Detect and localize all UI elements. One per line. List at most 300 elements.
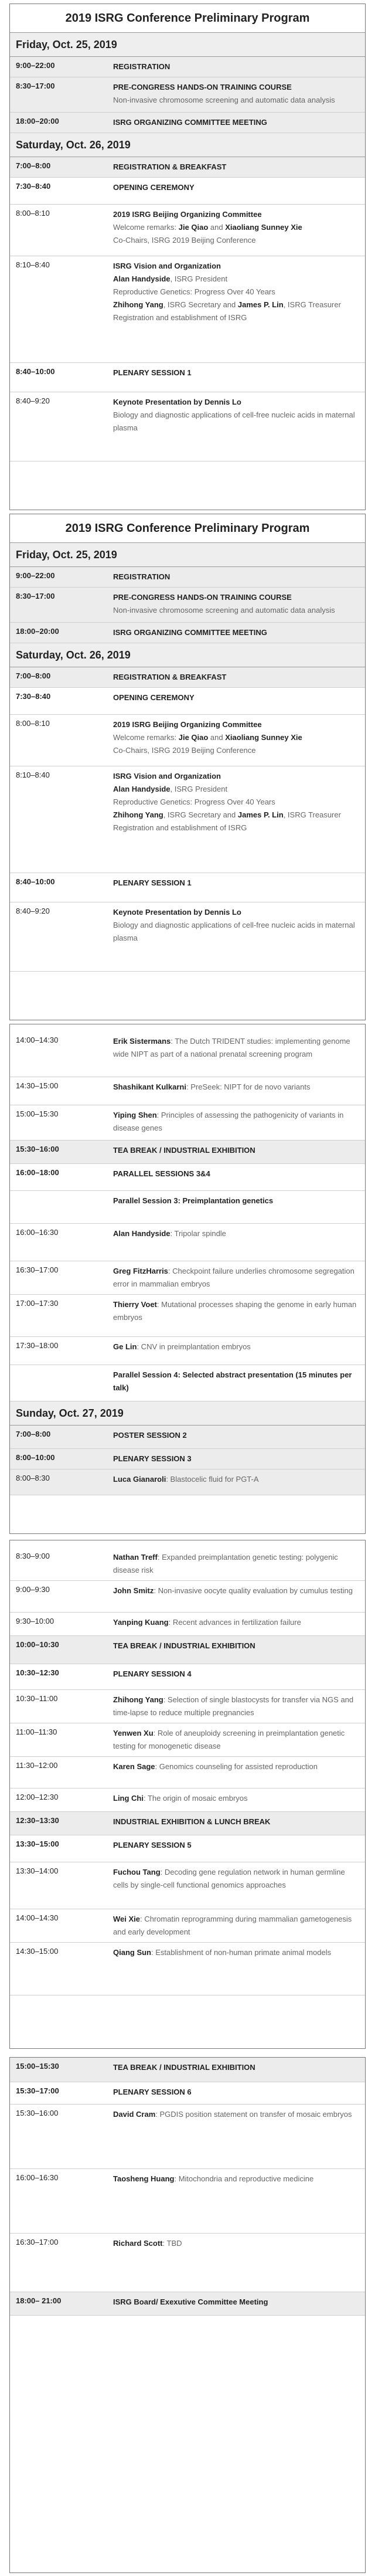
highlighted-text: Keynote Presentation by Dennis Lo (113, 908, 241, 917)
detail-line (113, 671, 359, 684)
session-details (113, 1261, 365, 1294)
session-details (113, 1862, 365, 1909)
schedule-row (10, 567, 365, 588)
program-title: 2019 ISRG Conference Preliminary Program (10, 514, 365, 543)
highlighted-text: Keynote Presentation by Dennis Lo (113, 398, 241, 406)
detail-text: Co-Chairs, ISRG 2019 Beijing Conference (113, 746, 256, 755)
detail-text: : The Dutch TRIDENT studies: implementing genome wide NIPT as part of a national prenatal screening program (113, 1037, 350, 1058)
session-details (113, 77, 365, 112)
session-details (113, 1547, 365, 1580)
detail-line (113, 2108, 359, 2121)
detail-line (113, 366, 359, 379)
detail-text: Registration and establishment of ISRG (113, 823, 247, 832)
detail-line (113, 1144, 359, 1157)
session-details (113, 2234, 365, 2292)
detail-line (113, 1227, 359, 1240)
highlighted-text: 2019 ISRG Beijing Organizing Committee (113, 720, 262, 729)
session-details (113, 1164, 365, 1190)
session-details (113, 567, 365, 587)
schedule-row (10, 1141, 365, 1164)
session-details (113, 1141, 365, 1163)
detail-line (113, 604, 359, 617)
schedule-row (10, 1031, 365, 1077)
schedule-row (10, 1788, 365, 1812)
detail-text: Biology and diagnostic applications of cell-free nucleic acids in maternal plasma (113, 921, 355, 942)
highlighted-text: David Cram (113, 2110, 156, 2119)
session-time: 18:00–20:00 (16, 627, 59, 636)
highlighted-text: Richard Scott (113, 2239, 163, 2248)
detail-text: Welcome remarks: (113, 223, 179, 232)
detail-text: : Recent advances in fertilization failure (168, 1618, 301, 1627)
detail-line (113, 116, 359, 129)
highlighted-text: Shashikant Kulkarni (113, 1082, 186, 1091)
schedule-row (10, 1224, 365, 1261)
schedule-row (10, 766, 365, 873)
detail-text: : Selection of single blastocysts for transfer via NGS and time-lapse to reduce multiple pregnancies (113, 1695, 354, 1717)
highlighted-text: TEA BREAK / INDUSTRIAL EXHIBITION (113, 1641, 255, 1650)
session-time: 7:30–8:40 (16, 692, 51, 701)
session-time: 7:30–8:40 (16, 182, 51, 191)
session-time: 12:00–12:30 (16, 1793, 59, 1801)
highlighted-text: Jie Qiao (178, 733, 209, 742)
detail-line (113, 1035, 359, 1061)
session-details (113, 392, 365, 461)
session-time: 7:00–8:00 (16, 671, 51, 680)
session-time: 9:30–10:00 (16, 1617, 54, 1625)
schedule-row (10, 1690, 365, 1723)
session-details (113, 1105, 365, 1140)
detail-line (113, 1727, 359, 1753)
schedule-row (10, 1469, 365, 1495)
detail-line (113, 770, 359, 783)
session-time: 15:30–17:00 (16, 2086, 59, 2095)
highlighted-text: James P. Lin (237, 810, 284, 819)
detail-text: , ISRG President (170, 785, 228, 793)
schedule-row (10, 1105, 365, 1141)
detail-line (113, 1081, 359, 1094)
highlighted-text: POSTER SESSION 2 (113, 1431, 187, 1440)
schedule-row (10, 2292, 365, 2316)
schedule-row (10, 2105, 365, 2169)
session-time: 8:00–8:30 (16, 1474, 50, 1482)
session-details (113, 113, 365, 133)
schedule-row (10, 1943, 365, 1995)
detail-line (113, 181, 359, 194)
schedule-row (10, 2082, 365, 2105)
highlighted-text: Alan Handyside (113, 785, 171, 793)
highlighted-text: Nathan Treff (113, 1553, 158, 1562)
day-header: Friday, Oct. 25, 2019 (10, 543, 365, 567)
schedule-row (10, 57, 365, 77)
schedule-row (10, 1835, 365, 1862)
highlighted-text: ISRG Vision and Organization (113, 262, 221, 270)
session-time: 14:30–15:00 (16, 1947, 59, 1956)
session-time: 8:00–10:00 (16, 1453, 55, 1462)
detail-text: : Mutational processes shaping the genome in early human embryos (113, 1300, 357, 1322)
detail-line (113, 234, 359, 247)
schedule-row (10, 2058, 365, 2082)
session-time: 17:00–17:30 (16, 1299, 59, 1308)
detail-line (113, 396, 359, 409)
session-time: 9:00–9:30 (16, 1585, 50, 1594)
detail-line (113, 906, 359, 919)
detail-line (113, 161, 359, 174)
schedule-row (10, 1664, 365, 1690)
detail-line (113, 1616, 359, 1629)
session-details (113, 766, 365, 873)
schedule-row (10, 363, 365, 392)
detail-text: : Checkpoint failure underlies chromosome segregation error in mammalian embryos (113, 1267, 354, 1288)
highlighted-text: Luca Gianaroli (113, 1475, 166, 1484)
detail-line (113, 1298, 359, 1324)
session-details (113, 1224, 365, 1261)
session-time: 12:30–13:30 (16, 1816, 59, 1825)
detail-line (113, 60, 359, 73)
detail-line (113, 1340, 359, 1353)
schedule-row (10, 623, 365, 643)
program-panel (9, 1024, 366, 1534)
session-time (10, 1191, 113, 1223)
highlighted-text: Fuchou Tang (113, 1868, 161, 1876)
detail-line (113, 298, 359, 311)
program-title: 2019 ISRG Conference Preliminary Program (10, 4, 365, 33)
schedule-row (10, 1077, 365, 1105)
highlighted-text: James P. Lin (237, 300, 284, 309)
highlighted-text: Ling Chi (113, 1794, 144, 1803)
detail-line (113, 1265, 359, 1291)
highlighted-text: OPENING CEREMONY (113, 693, 195, 702)
highlighted-text: ISRG ORGANIZING COMMITTEE MEETING (113, 118, 267, 127)
session-time: 8:10–8:40 (16, 771, 50, 779)
highlighted-text: Erik Sistermans (113, 1037, 171, 1046)
session-details (113, 1191, 365, 1223)
schedule-row (10, 1191, 365, 1224)
session-details (113, 2105, 365, 2168)
panel-spacer (10, 1024, 365, 1031)
session-details (113, 688, 365, 714)
detail-line (113, 1369, 359, 1394)
session-details (113, 715, 365, 766)
session-details (113, 178, 365, 204)
highlighted-text: REGISTRATION & BREAKFAST (113, 673, 227, 681)
session-time: 9:00–22:00 (16, 571, 55, 580)
detail-text: : Genomics counseling for assisted reproduction (155, 1762, 318, 1771)
session-details (113, 1636, 365, 1664)
detail-line (113, 311, 359, 324)
detail-text: : PreSeek: NIPT for de novo variants (186, 1082, 311, 1091)
program-panel (9, 1540, 366, 2049)
highlighted-text: PLENARY SESSION 1 (113, 368, 192, 377)
schedule-row (10, 688, 365, 715)
program-panel (9, 4, 366, 510)
session-details (113, 157, 365, 177)
detail-text: , ISRG Treasurer (283, 300, 341, 309)
schedule-row (10, 205, 365, 256)
session-details (113, 902, 365, 971)
detail-line (113, 1452, 359, 1465)
highlighted-text: Zhihong Yang (113, 300, 163, 309)
detail-text: : Mitochondria and reproductive medicine (174, 2174, 314, 2183)
highlighted-text: PRE-CONGRESS HANDS-ON TRAINING COURSE (113, 593, 292, 602)
schedule-row (10, 1295, 365, 1337)
highlighted-text: John Smitz (113, 1586, 154, 1595)
day-header: Sunday, Oct. 27, 2019 (10, 1401, 365, 1426)
detail-line (113, 1946, 359, 1959)
detail-line (113, 81, 359, 94)
detail-text: : Expanded preimplantation genetic testing: polygenic disease risk (113, 1553, 338, 1574)
session-details (113, 2082, 365, 2104)
session-time: 11:00–11:30 (16, 1727, 57, 1736)
day-header: Saturday, Oct. 26, 2019 (10, 133, 365, 157)
session-details (113, 1031, 365, 1077)
schedule-row (10, 1862, 365, 1909)
detail-line (113, 731, 359, 744)
highlighted-text: TEA BREAK / INDUSTRIAL EXHIBITION (113, 2063, 255, 2072)
session-time: 8:30–17:00 (16, 592, 55, 600)
detail-line (113, 783, 359, 796)
detail-line (113, 626, 359, 639)
highlighted-text: Jie Qiao (178, 223, 209, 232)
session-time: 8:40–10:00 (16, 877, 55, 886)
session-time: 16:30–17:00 (16, 1265, 59, 1274)
highlighted-text: OPENING CEREMONY (113, 183, 195, 192)
session-time: 7:00–8:00 (16, 1430, 51, 1438)
schedule-row (10, 667, 365, 688)
session-time: 14:30–15:00 (16, 1081, 59, 1090)
session-time: 8:10–8:40 (16, 260, 50, 269)
detail-line (113, 286, 359, 298)
detail-line (113, 2061, 359, 2074)
session-details (113, 205, 365, 256)
schedule-row (10, 1757, 365, 1788)
detail-text: : Principles of assessing the pathogenicity of variants in disease genes (113, 1111, 344, 1132)
session-time: 14:00–14:30 (16, 1036, 59, 1044)
detail-text: , ISRG Treasurer (283, 810, 341, 819)
detail-text: Reproductive Genetics: Progress Over 40 Years (113, 797, 275, 806)
session-time: 15:30–16:00 (16, 2109, 59, 2117)
detail-text: : Tripolar spindle (170, 1229, 226, 1238)
highlighted-text: Xiaoliang Sunney Xie (225, 223, 302, 232)
session-details (113, 1723, 365, 1756)
detail-line (113, 1693, 359, 1719)
session-details (113, 1812, 365, 1835)
session-details (113, 1469, 365, 1495)
session-time: 10:30–11:00 (16, 1694, 58, 1703)
session-details (113, 256, 365, 362)
highlighted-text: Wei Xie (113, 1915, 141, 1923)
session-time: 18:00–20:00 (16, 117, 59, 125)
detail-line (113, 221, 359, 234)
session-time: 9:00–22:00 (16, 61, 55, 70)
detail-text: Registration and establishment of ISRG (113, 313, 247, 322)
schedule-row (10, 1581, 365, 1613)
detail-text: Biology and diagnostic applications of cell-free nucleic acids in maternal plasma (113, 410, 355, 432)
detail-line (113, 1792, 359, 1805)
session-details (113, 1664, 365, 1689)
session-details (113, 1077, 365, 1105)
session-details (113, 1943, 365, 1995)
highlighted-text: Alan Handyside (113, 1229, 171, 1238)
detail-line (113, 273, 359, 286)
detail-text: and (208, 223, 226, 232)
schedule-row (10, 1909, 365, 1943)
highlighted-text: PLENARY SESSION 4 (113, 1669, 192, 1678)
highlighted-text: PLENARY SESSION 6 (113, 2088, 192, 2096)
schedule-row (10, 1613, 365, 1636)
detail-line (113, 94, 359, 107)
highlighted-text: 2019 ISRG Beijing Organizing Committee (113, 210, 262, 219)
session-time: 13:30–14:00 (16, 1866, 59, 1875)
session-time: 8:40–9:20 (16, 907, 50, 915)
session-details (113, 2292, 365, 2315)
detail-text: : Role of aneuploidy screening in preimplantation genetic testing for monogenetic disease (113, 1729, 345, 1750)
detail-line (113, 919, 359, 945)
session-time: 15:00–15:30 (16, 2062, 59, 2071)
highlighted-text: REGISTRATION & BREAKFAST (113, 162, 227, 171)
session-time: 8:40–10:00 (16, 367, 55, 376)
session-details (113, 1581, 365, 1612)
day-header: Saturday, Oct. 26, 2019 (10, 643, 365, 667)
highlighted-text: Taosheng Huang (113, 2174, 175, 2183)
detail-text: , ISRG Secretary and (163, 300, 238, 309)
highlighted-text: Yenwen Xu (113, 1729, 154, 1737)
detail-line (113, 1473, 359, 1486)
session-details (113, 623, 365, 643)
schedule-row (10, 392, 365, 461)
session-details (113, 873, 365, 902)
highlighted-text: Yiping Shen (113, 1111, 157, 1119)
highlighted-text: Greg FitzHarris (113, 1267, 168, 1275)
detail-line (113, 1640, 359, 1652)
detail-line (113, 1584, 359, 1597)
detail-text: and (208, 733, 226, 742)
day-header: Friday, Oct. 25, 2019 (10, 33, 365, 57)
schedule-row (10, 2234, 365, 2292)
highlighted-text: Karen Sage (113, 1762, 155, 1771)
highlighted-text: REGISTRATION (113, 572, 171, 581)
detail-text: : The origin of mosaic embryos (144, 1794, 248, 1803)
highlighted-text: TEA BREAK / INDUSTRIAL EXHIBITION (113, 1146, 255, 1155)
schedule-row (10, 588, 365, 623)
highlighted-text: Parallel Session 3: Preimplantation genetics (113, 1196, 274, 1205)
highlighted-text: INDUSTRIAL EXHIBITION & LUNCH BREAK (113, 1817, 271, 1826)
schedule-row (10, 2169, 365, 2234)
session-details (113, 1613, 365, 1635)
session-details (113, 1365, 365, 1401)
detail-line (113, 877, 359, 890)
detail-line (113, 1551, 359, 1577)
session-time: 18:00– 21:00 (16, 2296, 62, 2305)
session-details (113, 363, 365, 392)
detail-text: : Blastocelic fluid for PGT-A (166, 1475, 259, 1484)
session-details (113, 1835, 365, 1862)
highlighted-text: PRE-CONGRESS HANDS-ON TRAINING COURSE (113, 83, 292, 91)
detail-text: : Decoding gene regulation network in human germline cells by single-cell functional genomics approaches (113, 1868, 345, 1889)
detail-line (113, 822, 359, 834)
schedule-row (10, 1449, 365, 1469)
highlighted-text: ISRG Vision and Organization (113, 772, 221, 780)
session-details (113, 1909, 365, 1942)
highlighted-text: Zhihong Yang (113, 810, 163, 819)
highlighted-text: PLENARY SESSION 1 (113, 878, 192, 887)
detail-text: : TBD (162, 2239, 182, 2248)
highlighted-text: Xiaoliang Sunney Xie (225, 733, 302, 742)
detail-line (113, 1194, 359, 1207)
session-time: 13:30–15:00 (16, 1839, 59, 1848)
session-time: 8:30–9:00 (16, 1552, 50, 1560)
detail-line (113, 260, 359, 273)
schedule-row (10, 1365, 365, 1401)
detail-line (113, 718, 359, 731)
session-details (113, 2058, 365, 2082)
detail-line (113, 691, 359, 704)
detail-line (113, 571, 359, 583)
session-time: 14:00–14:30 (16, 1913, 59, 1922)
detail-line (113, 1760, 359, 1773)
schedule-row (10, 715, 365, 766)
detail-line (113, 1429, 359, 1442)
detail-line (113, 1668, 359, 1681)
session-details (113, 1337, 365, 1365)
detail-text: Welcome remarks: (113, 733, 179, 742)
schedule-row (10, 113, 365, 133)
detail-line (113, 809, 359, 822)
highlighted-text: Alan Handyside (113, 274, 171, 283)
program-panel (9, 514, 366, 1020)
detail-line (113, 2237, 359, 2250)
schedule-row (10, 1723, 365, 1757)
detail-line (113, 591, 359, 604)
session-time: 15:00–15:30 (16, 1109, 59, 1118)
session-details (113, 2169, 365, 2233)
detail-text: , ISRG President (170, 274, 228, 283)
detail-line (113, 2296, 359, 2309)
detail-text: : CNV in preimplantation embryos (137, 1342, 251, 1351)
highlighted-text: Parallel Session 4: Selected abstract presentation (15 minutes per talk) (113, 1370, 352, 1392)
session-time: 8:30–17:00 (16, 82, 55, 90)
detail-line (113, 1109, 359, 1135)
highlighted-text: ISRG ORGANIZING COMMITTEE MEETING (113, 628, 267, 637)
schedule-row (10, 1426, 365, 1449)
schedule-row (10, 178, 365, 205)
schedule-row (10, 157, 365, 178)
highlighted-text: ISRG Board/ Exexutive Committee Meeting (113, 2297, 268, 2306)
detail-line (113, 1866, 359, 1892)
detail-text: Reproductive Genetics: Progress Over 40 Years (113, 287, 275, 296)
highlighted-text: Yanping Kuang (113, 1618, 169, 1627)
session-time: 8:00–8:10 (16, 209, 50, 218)
highlighted-text: Zhihong Yang (113, 1695, 163, 1704)
detail-line (113, 1839, 359, 1852)
detail-line (113, 2086, 359, 2099)
session-time: 8:40–9:20 (16, 396, 50, 405)
session-details (113, 1788, 365, 1811)
schedule-row (10, 1261, 365, 1295)
session-time: 11:30–12:00 (16, 1761, 58, 1770)
detail-text: : PGDIS position statement on transfer of mosaic embryos (155, 2110, 352, 2119)
session-time: 17:30–18:00 (16, 1341, 59, 1350)
detail-line (113, 744, 359, 757)
detail-text: , ISRG Secretary and (163, 810, 238, 819)
detail-text: Co-Chairs, ISRG 2019 Beijing Conference (113, 236, 256, 245)
highlighted-text: PLENARY SESSION 5 (113, 1841, 192, 1849)
session-details (113, 1295, 365, 1336)
session-details (113, 1449, 365, 1469)
detail-text: Non-invasive chromosome screening and automatic data analysis (113, 606, 335, 615)
highlighted-text: Ge Lin (113, 1342, 137, 1351)
panel-spacer (10, 1540, 365, 1547)
highlighted-text: REGISTRATION (113, 62, 171, 71)
